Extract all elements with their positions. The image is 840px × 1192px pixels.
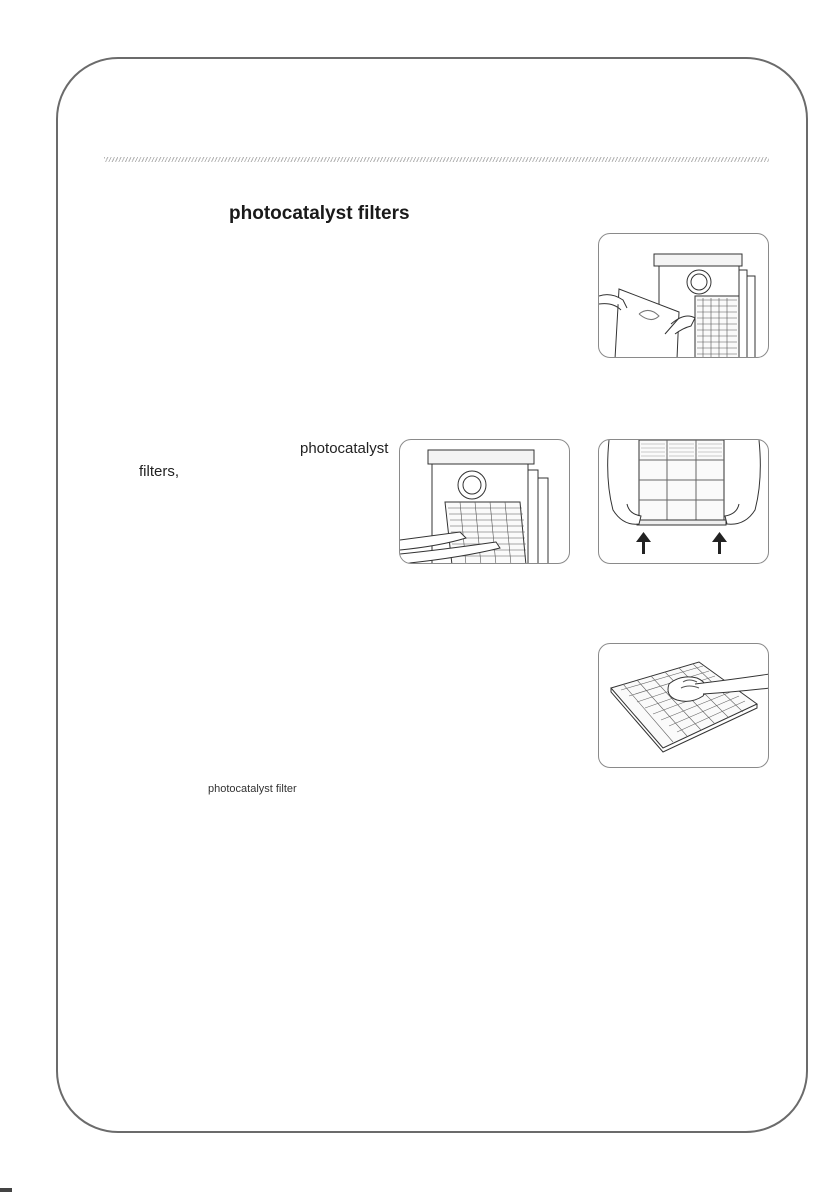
lift-filter-drawing bbox=[599, 440, 769, 564]
step-text-line2: filters, bbox=[139, 463, 180, 480]
page-corner-mark bbox=[0, 1188, 12, 1192]
header-divider bbox=[104, 157, 769, 162]
pull-filter-drawing bbox=[400, 440, 570, 564]
illustration-pull-out-filter bbox=[399, 439, 570, 564]
illustration-filter-lift bbox=[598, 439, 769, 564]
remove-panel-drawing bbox=[599, 234, 769, 358]
section-heading: photocatalyst filters bbox=[229, 203, 410, 224]
illustration-remove-front-panel bbox=[598, 233, 769, 358]
filter-caption: photocatalyst filter bbox=[208, 783, 297, 795]
page-frame bbox=[56, 57, 808, 1133]
step-text-line1: photocatalyst bbox=[300, 440, 389, 457]
illustration-wipe-filter bbox=[598, 643, 769, 768]
wipe-filter-drawing bbox=[599, 644, 769, 768]
